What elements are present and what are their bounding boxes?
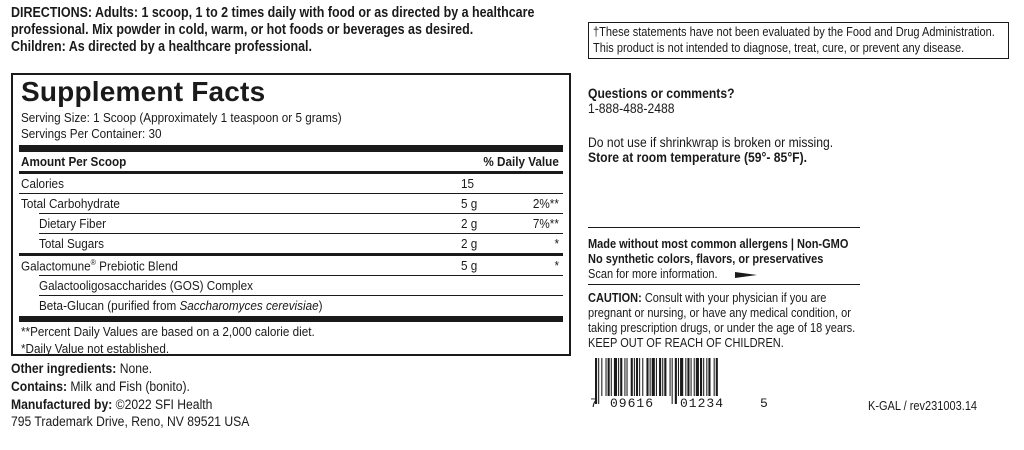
barcode-left-digit: 7 — [590, 396, 598, 411]
right-divider — [588, 284, 860, 285]
blend-name: Galactomune — [21, 258, 91, 274]
questions-label: Questions or comments? — [588, 86, 735, 101]
caution-line-1 — [588, 290, 826, 306]
table-row — [21, 296, 563, 316]
thick-rule — [19, 145, 563, 152]
table-row — [21, 174, 563, 194]
table-row — [21, 234, 563, 254]
row-daily-value: * — [554, 236, 559, 251]
table-row — [21, 194, 563, 214]
barcode-bar — [678, 358, 679, 396]
scan-info: Scan for more information. — [588, 267, 718, 281]
supplement-facts-title: Supplement Facts — [21, 76, 266, 107]
contains — [11, 378, 190, 395]
manufacturer-value: ©2022 SFI Health — [112, 397, 213, 412]
barcode-bar — [618, 358, 619, 396]
manufacturer — [11, 396, 212, 413]
table-row — [21, 256, 563, 276]
row-label — [39, 298, 323, 313]
header-amount: Amount Per Scoop — [21, 154, 127, 169]
barcode-bar — [601, 358, 602, 396]
barcode-bar — [636, 358, 638, 396]
barcode-bar — [656, 358, 657, 396]
beta-glucan-species: Saccharomyces cerevisiae — [179, 298, 319, 313]
barcode-bar — [646, 358, 648, 396]
barcode-bar — [706, 358, 707, 396]
caution-line-4: KEEP OUT OF REACH OF CHILDREN. — [588, 336, 784, 350]
allergens-line: Made without most common allergens | Non-GMO — [588, 237, 849, 251]
blend-name-rest: Prebiotic Blend — [95, 258, 178, 274]
barcode-group-2: 01234 — [680, 396, 725, 411]
barcode-bar — [642, 358, 643, 396]
row-daily-value: 7%** — [532, 216, 559, 231]
barcode-bar — [694, 358, 695, 396]
barcode-bar — [620, 358, 622, 396]
barcode-bar — [631, 358, 633, 396]
directions-line-3: Children: As directed by a healthcare professional. — [11, 39, 312, 55]
barcode-bar — [608, 358, 610, 396]
barcode-bar — [664, 358, 666, 396]
contains-value: Milk and Fish (bonito). — [67, 379, 190, 394]
barcode-bar — [714, 358, 715, 396]
footnote-dv-not-established: *Daily Value not established. — [21, 341, 170, 356]
barcode-bar — [685, 358, 686, 396]
barcode-bar — [659, 358, 661, 396]
table-header-row — [21, 152, 563, 172]
disclaimer-line-2: This product is not intended to diagnose, treat, cure, or prevent any disease. — [593, 41, 965, 55]
supplement-facts-panel — [11, 73, 571, 356]
barcode-bar — [675, 358, 677, 404]
row-daily-value: 2%** — [532, 196, 559, 211]
row-daily-value: * — [554, 258, 559, 273]
header-daily-value: % Daily Value — [483, 154, 559, 169]
barcode-bar — [627, 358, 628, 396]
manufacturer-label: Manufactured by: — [11, 397, 113, 412]
barcode-bar — [598, 358, 599, 404]
barcode-bar — [680, 358, 683, 396]
directions-text — [11, 5, 591, 56]
row-label: Calories — [21, 176, 64, 191]
barcode-right-digit: 5 — [760, 396, 768, 411]
barcode-bar — [634, 358, 635, 396]
barcode-bar — [606, 358, 607, 396]
shrinkwrap-warning: Do not use if shrinkwrap is broken or missing. — [588, 135, 834, 150]
barcode-bar — [652, 358, 655, 396]
barcode-bar — [624, 358, 625, 396]
servings-per-container: Servings Per Container: 30 — [21, 126, 162, 141]
row-label: Dietary Fiber — [39, 216, 106, 231]
serving-size: Serving Size: 1 Scoop (Approximately 1 teaspoon or 5 grams) — [21, 110, 342, 125]
row-label — [21, 258, 178, 273]
registered-mark: ® — [90, 258, 96, 267]
footnote-percent-dv: **Percent Daily Values are based on a 2,000 calorie diet. — [21, 324, 315, 339]
row-label: Galactooligosaccharides (GOS) Complex — [39, 278, 253, 293]
barcode-bar — [716, 358, 718, 396]
barcode-bar — [708, 358, 710, 396]
barcode-bar — [687, 358, 689, 396]
storage-instructions: Store at room temperature (59°- 85°F). — [588, 150, 808, 165]
directions-line-2: professional. Mix powder in cold, warm, or hot foods or beverages as desired. — [11, 22, 474, 38]
row-amount: 5 g — [461, 196, 478, 211]
barcode-bar — [639, 358, 640, 396]
barcode-bar — [703, 358, 704, 396]
beta-glucan-close: ) — [318, 298, 323, 313]
caution-label: CAUTION: — [588, 291, 642, 305]
other-ingredients-value: None. — [116, 361, 153, 376]
barcode-bar — [650, 358, 651, 396]
barcode-bar — [696, 358, 699, 396]
arrow-right-icon — [735, 267, 757, 285]
row-label: Total Carbohydrate — [21, 196, 120, 211]
caution-line-3: taking prescription drugs, or under the age of 18 years. — [588, 321, 856, 335]
barcode-bar — [672, 358, 673, 404]
table-row — [21, 276, 563, 296]
barcode-bar — [662, 358, 663, 396]
thick-rule — [19, 316, 563, 322]
barcode-bar — [614, 358, 617, 396]
beta-glucan-label: Beta-Glucan (purified from — [39, 298, 180, 313]
barcode-bar — [691, 358, 692, 396]
manufacturer-address: 795 Trademark Drive, Reno, NV 89521 USA — [11, 414, 250, 429]
barcode-bar — [670, 358, 671, 396]
row-amount: 2 g — [461, 216, 478, 231]
product-code: K-GAL / rev231003.14 — [868, 399, 978, 413]
no-synthetic-line: No synthetic colors, flavors, or preservatives — [588, 252, 824, 266]
row-amount: 15 — [461, 176, 475, 191]
right-divider — [588, 227, 860, 228]
barcode-group-1: 09616 — [610, 396, 655, 411]
directions-line-1: DIRECTIONS: Adults: 1 scoop, 1 to 2 times daily with food or as directed by a healthcare — [11, 5, 535, 21]
disclaimer-line-1: †These statements have not been evaluated by the Food and Drug Administration. — [593, 25, 995, 39]
caution-text: Consult with your physician if you are — [641, 291, 827, 305]
barcode-bar — [611, 358, 612, 396]
contains-label: Contains: — [11, 379, 68, 394]
row-amount: 2 g — [461, 236, 478, 251]
other-ingredients — [11, 360, 152, 377]
row-label: Total Sugars — [39, 236, 105, 251]
other-ingredients-label: Other ingredients: — [11, 361, 117, 376]
phone-number: 1-888-488-2488 — [588, 101, 675, 116]
caution-line-2: pregnant or nursing, or have any medical condition, or — [588, 306, 851, 320]
row-amount: 5 g — [461, 258, 478, 273]
fda-disclaimer — [588, 22, 1009, 59]
table-row — [21, 214, 563, 234]
barcode-bar — [700, 358, 702, 396]
